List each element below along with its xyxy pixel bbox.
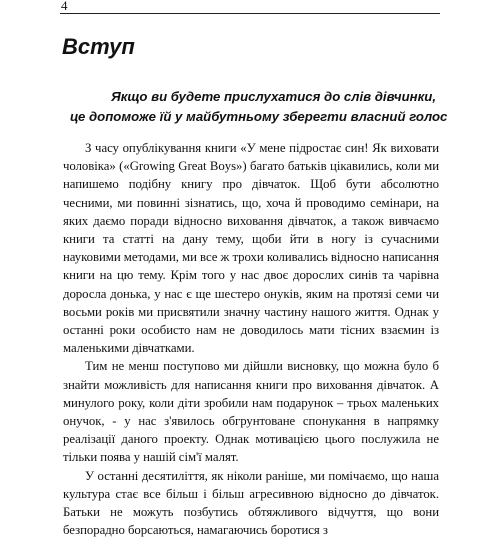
epigraph-line-2: це допоможе їй у майбутньому зберегти власний голос [70, 109, 448, 124]
header-rule [60, 13, 440, 14]
paragraph-3: У останні десятиліття, як ніколи раніше, ми помічаємо, що наша культура стає все більш і більш агресивною відносно до дівчаток. Батьки не можуть позбутись обтяжливого відчуття, що вони безпорадно борсаються, намагаючись боротися з [63, 468, 439, 538]
paragraph-2: Тим не менш поступово ми дійшли висновку, що можна було б знайти можливість для написання книги про виховання дівчаток. А минулого року, коли діти зробили нам подарунок – трьох маленьких онучок, - у нас з'явилось обгрунтоване спонукання в напрямку реалізації даного проекту. Однак мотивацією цього послужила не тільки поява у нашій сім'ї малят. [63, 359, 439, 465]
paragraph-1: З часу опублікування книги «У мене підростає син! Як виховати чоловіка» («Growing Great Boys») багато батьків цікавились, коли ми напишемо подібну книгу про дівчаток. Щоб бути абсолютно чесними, ми повинні зізнатись, що, хоча й проводимо семінари, на яких даємо поради відносно виховання дівчаток, а також вивчаємо книги та статті на дану тему, щоби йти в ногу із сучасними науковими методами, ми все ж трохи коливались відносно написання книги на цю тему. Крім того у нас двоє дорослих синів та чарівна доросла донька, у нас є ще шестеро онуків, яким на протязі семи чи восьми років ми присвятили значну частину нашого життя. Однак у останні роки особисто нам не доводилось мати тісних взаємин із маленькими дівчатками. [63, 141, 439, 356]
chapter-title: Вступ [62, 34, 135, 59]
epigraph [70, 87, 448, 127]
epigraph-line-1: Якщо ви будете прислухатися до слів дівчинки, [111, 89, 436, 104]
page-number: 4 [61, 0, 68, 13]
body-text [63, 139, 439, 539]
